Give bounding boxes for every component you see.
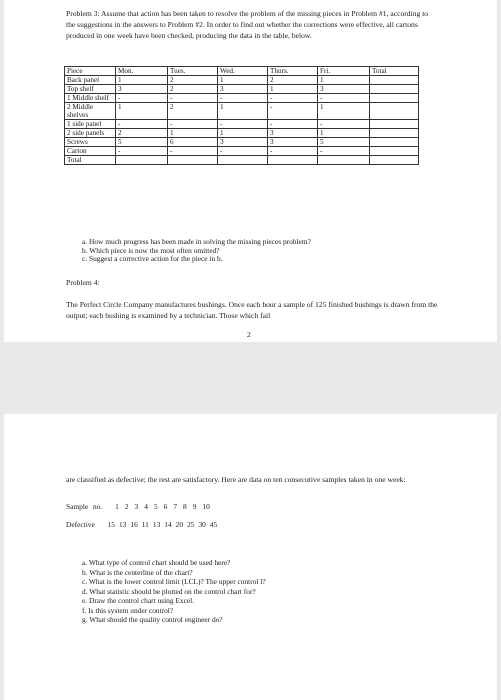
count-cell: Fri. [318, 67, 370, 76]
piece-cell: 1 side panel [65, 120, 116, 129]
defective-row [66, 520, 221, 529]
count-cell: - [268, 120, 318, 129]
question-a: a. What type of control chart should be used here? [82, 558, 231, 567]
piece-cell: Back panel [65, 76, 116, 85]
document-page-1 [4, 0, 497, 342]
count-cell: 3 [218, 85, 268, 94]
question-b: b. What is the centerline of the chart? [82, 567, 193, 577]
piece-cell: Top shelf [65, 85, 116, 94]
count-cell: - [218, 147, 268, 156]
count-cell: - [218, 120, 268, 129]
question-c: c. What is the lower control limit (LCL)? The upper control l? [82, 577, 266, 586]
count-cell: - [116, 120, 168, 129]
problem4-heading: Problem 4: [66, 278, 100, 287]
count-cell: 2 [168, 76, 218, 85]
count-cell: Wed. [218, 67, 268, 76]
question-c: c. Suggest a corrective action for the piece in b. [82, 254, 223, 264]
count-cell: Total [370, 67, 419, 76]
count-cell: - [318, 94, 370, 103]
count-cell [370, 147, 419, 156]
count-cell: - [168, 120, 218, 129]
defective-label: Defective [66, 520, 95, 529]
table-row [65, 147, 419, 156]
count-cell: 1 [116, 76, 168, 85]
count-cell [218, 156, 268, 165]
count-cell [268, 156, 318, 165]
count-cell: 1 [318, 129, 370, 138]
count-cell: - [268, 103, 318, 120]
page-number: 2 [247, 330, 251, 339]
question-d: d. What statistic should be plotted on the control chart for? [82, 586, 256, 596]
piece-cell: 2 side panels [65, 129, 116, 138]
defective-value: 15 [107, 520, 115, 529]
problem3-questions [82, 238, 311, 264]
defective-value: 45 [209, 520, 218, 529]
count-cell [370, 76, 419, 85]
count-cell: 3 [218, 138, 268, 147]
count-cell: 1 [116, 103, 168, 120]
table-row [65, 129, 419, 138]
count-cell: 3 [268, 138, 318, 147]
table-row [65, 103, 419, 120]
count-cell [370, 85, 419, 94]
sample-number: 3 [134, 502, 139, 511]
count-cell: - [218, 94, 268, 103]
count-cell: 2 [168, 85, 218, 94]
defective-value: 13 [152, 520, 161, 529]
count-cell [370, 103, 419, 120]
count-cell: 1 [218, 129, 268, 138]
count-cell: 2 [268, 76, 318, 85]
count-cell: - [116, 94, 168, 103]
count-cell: 5 [116, 138, 168, 147]
count-cell: 1 [168, 129, 218, 138]
count-cell: 5 [318, 138, 370, 147]
piece-cell: Screws [65, 138, 116, 147]
sample-number: 7 [173, 502, 178, 511]
count-cell: - [268, 94, 318, 103]
defective-value: 11 [141, 520, 149, 529]
question-a: a. How much progress has been made in solving the missing pieces problem? [82, 237, 311, 246]
defective-value: 16 [130, 520, 138, 529]
problem4-continued: are classified as defective; the rest are satisfactory. Here are data on ten consecutive samples taken in one week: [66, 475, 406, 484]
table-row [65, 120, 419, 129]
missing-pieces-table [64, 66, 419, 165]
document-page-2 [4, 414, 497, 700]
count-cell [370, 156, 419, 165]
count-cell: 1 [318, 103, 370, 120]
question-g: g. What should the quality control engineer do? [82, 615, 223, 624]
question-b: b. Which piece is now the most often omitted? [82, 245, 220, 255]
count-cell: 2 [116, 129, 168, 138]
sample-number: 2 [124, 502, 129, 511]
defective-value: 14 [164, 520, 172, 529]
table-header-row [65, 67, 419, 76]
count-cell: 6 [168, 138, 218, 147]
table-row [65, 138, 419, 147]
sample-number: 5 [153, 502, 158, 511]
piece-cell: Carton [65, 147, 116, 156]
table-row [65, 76, 419, 85]
count-cell: Mon. [116, 67, 168, 76]
sample-number: 9 [192, 502, 197, 511]
count-cell: - [168, 94, 218, 103]
question-e: e. Draw the control chart using Excel. [82, 596, 195, 605]
count-cell: - [168, 147, 218, 156]
sample-number: 1 [115, 502, 119, 511]
sample-number-row [66, 502, 216, 511]
table-row [65, 85, 419, 94]
count-cell: 1 [318, 76, 370, 85]
problem4-intro: The Perfect Circle Company manufactures bushings. Once each hour a sample of 125 finished bushings is drawn from the output; each bushing is examined by a technician. Those which fail [66, 300, 438, 320]
sample-number: 10 [202, 502, 210, 511]
count-cell: 1 [218, 76, 268, 85]
sample-number: 8 [183, 502, 187, 511]
count-cell: - [318, 120, 370, 129]
piece-cell: 1 Middle shelf [65, 94, 116, 103]
count-cell: 1 [268, 85, 318, 94]
table-row [65, 94, 419, 103]
count-cell [318, 156, 370, 165]
defective-value: 20 [175, 520, 184, 529]
problem3-intro: Problem 3: Assume that action has been taken to resolve the problem of the missing pieces in Problem #1, according to the suggestions in the answers to Problem #2. In order to find out whether the corrections were effective, all cartons produced in one week have been checked, producing the data in the table, below. [66, 9, 429, 40]
count-cell: 1 [218, 103, 268, 120]
count-cell: Tues. [168, 67, 218, 76]
table-row [65, 156, 419, 165]
count-cell: 3 [318, 85, 370, 94]
count-cell: 3 [268, 129, 318, 138]
count-cell [370, 120, 419, 129]
sample-number: 4 [144, 502, 148, 511]
count-cell [370, 129, 419, 138]
piece-cell: Piece [65, 67, 116, 76]
count-cell [168, 156, 218, 165]
count-cell: - [318, 147, 370, 156]
piece-cell: 2 Middle shelves [65, 103, 116, 120]
defective-value: 13 [118, 520, 127, 529]
defective-value: 30 [198, 520, 206, 529]
count-cell [370, 94, 419, 103]
piece-cell: Total [65, 156, 116, 165]
sample-number: 6 [163, 502, 168, 511]
question-f: f. Is this system under control? [82, 605, 174, 615]
count-cell [116, 156, 168, 165]
sample-label: Sample no. [66, 502, 103, 511]
count-cell: 3 [116, 85, 168, 94]
count-cell: - [116, 147, 168, 156]
count-cell [370, 138, 419, 147]
count-cell: Thurs. [268, 67, 318, 76]
count-cell: 2 [168, 103, 218, 120]
count-cell: - [268, 147, 318, 156]
defective-value: 25 [187, 520, 195, 529]
problem4-questions [82, 558, 266, 625]
